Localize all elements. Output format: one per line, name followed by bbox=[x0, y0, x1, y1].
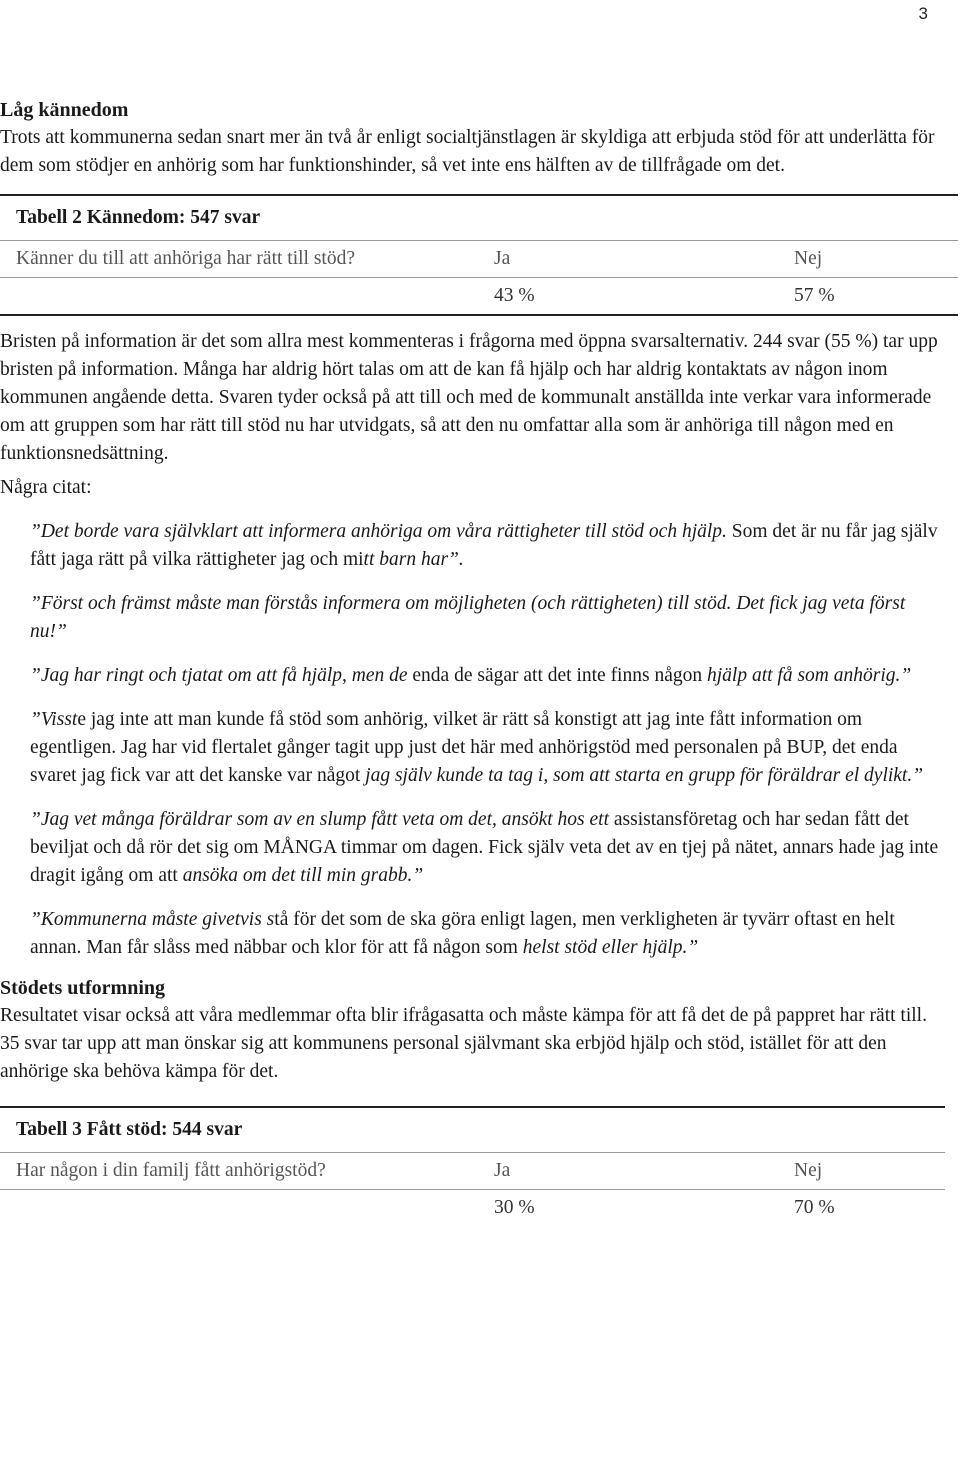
quote-3: ”Jag har ringt och tjatat om att få hjälp, men de enda de sägar att det inte finns någon hjälp att få som anhörig.” bbox=[30, 665, 912, 686]
page-number: 3 bbox=[918, 4, 928, 23]
col-header-yes: Ja bbox=[494, 1160, 511, 1181]
quote-6: ”Kommunerna måste givetvis stå för det som de ska göra enligt lagen, men verkligheten är tyvärr oftast en helt annan. Man får slåss med näbbar och klor för att få någon som helst stöd eller hjälp.” bbox=[30, 909, 895, 958]
table-value-row bbox=[0, 1190, 945, 1226]
table-value-row bbox=[0, 278, 958, 316]
table-question: Har någon i din familj fått anhörigstöd? bbox=[16, 1160, 326, 1181]
value-yes: 30 % bbox=[494, 1197, 535, 1218]
col-header-no: Nej bbox=[794, 1160, 823, 1181]
intro-paragraph: Trots att kommunerna sedan snart mer än två år enligt socialtjänstlagen är skyldiga att erbjuda stöd för att underlätta för dem som stödjer en anhörig som har funktionshinder, så vet inte ens hälften av de tillfrågade om det. bbox=[0, 127, 935, 176]
quote-4: ”Visste jag inte att man kunde få stöd som anhörig, vilket är rätt så konstigt att jag inte fått information om egentligen. Jag har vid flertalet gånger tagit upp just det här med anhörigstöd med personalen på BUP, det enda svaret jag fick var att det kanske var något jag själv kunde ta tag i, som att starta en grupp för föräldrar el dylikt.” bbox=[30, 709, 924, 786]
table-3 bbox=[0, 1106, 945, 1226]
col-header-yes: Ja bbox=[494, 248, 511, 269]
quote-5: ”Jag vet många föräldrar som av en slump fått veta om det, ansökt hos ett assistansföretag och har sedan fått det beviljat och då rör det sig om MÅNGA timmar om dagen. Fick själv veta det av en tjej på nätet, annars hade jag inte dragit igång om att ansöka om det till min grabb.” bbox=[30, 809, 939, 886]
table-question: Känner du till att anhöriga har rätt till stöd? bbox=[16, 248, 355, 269]
quote-2: ”Först och främst måste man förstås informera om möjligheten (och rättigheten) till stöd. Det fick jag veta först nu!” bbox=[30, 593, 906, 642]
col-header-no: Nej bbox=[794, 248, 823, 269]
document-body bbox=[0, 96, 940, 1226]
body-paragraph: Bristen på information är det som allra mest kommenteras i frågorna med öppna svarsalternativ. 244 svar (55 %) tar upp bristen på information. Många har aldrig hört talas om att de kan få hjälp och har aldrig kontaktats av någon inom kommunen angående detta. Svaren tyder också på att till och med de kommunalt anställda inte verkar vara informerade om att gruppen som har rätt till stöd nu har utvidgats, så att den nu omfattar alla som är anhöriga till någon med en funktionsnedsättning. bbox=[0, 331, 938, 464]
quote-1: ”Det borde vara självklart att informera anhöriga om våra rättigheter till stöd och hjälp. Som det är nu får jag själv fått jaga rätt på vilka rättigheter jag och mitt barn har”. bbox=[30, 521, 938, 570]
value-yes: 43 % bbox=[494, 285, 535, 306]
table-2 bbox=[0, 194, 958, 316]
quotes-label: Några citat: bbox=[0, 477, 92, 498]
value-no: 57 % bbox=[794, 285, 835, 306]
table-2-title: Tabell 2 Kännedom: 547 svar bbox=[16, 207, 261, 228]
section-heading-utformning: Stödets utformning bbox=[0, 977, 166, 999]
section-heading-kannedom: Låg kännedom bbox=[0, 99, 129, 121]
table-header-row bbox=[0, 240, 958, 278]
value-no: 70 % bbox=[794, 1197, 835, 1218]
table-header-row bbox=[0, 1152, 945, 1190]
section2-paragraph: Resultatet visar också att våra medlemmar ofta blir ifrågasatta och måste kämpa för att få det de på pappret har rätt till. 35 svar tar upp att man önskar sig att kommunens personal självmant ska erbjöd hjälp och stöd, istället för att den anhörige ska behöva kämpa för det. bbox=[0, 1005, 927, 1082]
table-3-title: Tabell 3 Fått stöd: 544 svar bbox=[16, 1119, 243, 1140]
